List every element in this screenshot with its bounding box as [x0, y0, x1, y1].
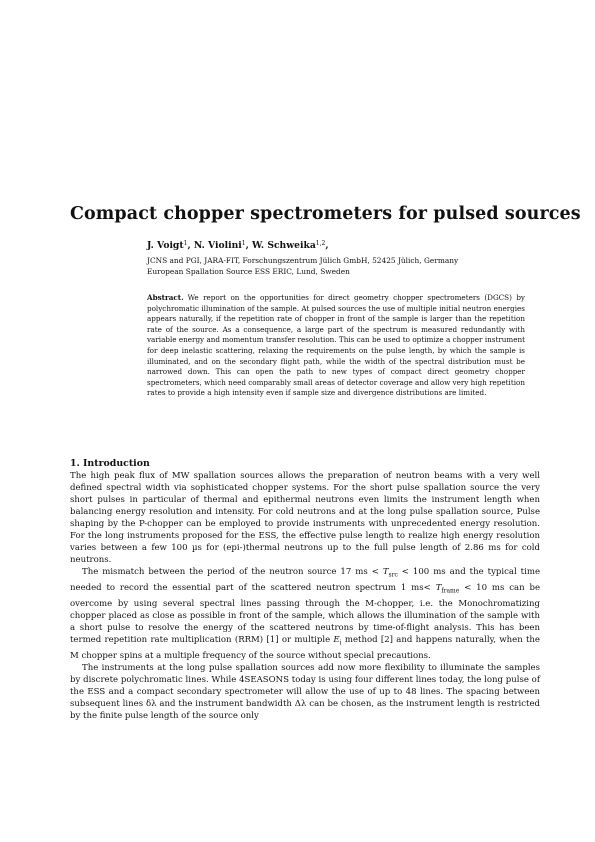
abstract — [147, 293, 525, 399]
affiliation-2: European Spallation Source ESS ERIC, Lund, Sweden — [147, 267, 350, 276]
author-name: N. Violini — [193, 240, 242, 251]
introduction-body — [70, 470, 540, 722]
paragraph-2 — [70, 566, 540, 661]
abstract-label: Abstract. — [147, 293, 184, 302]
text-run: < 10 ms can be overcome by using several spectral lines passing through the M-chopper, i.e. the Monochromatizing chopper placed as close as possible in front of the sample, which allows the illumination of the sample with a short pulse to resolve the energy of the scattered neutrons by time-of-flight analysis. This has been termed repetition rate multiplication (RRM) [1] or multiple — [70, 583, 541, 646]
author-separator: , — [187, 240, 194, 251]
author-affiliation-mark: 1 — [183, 240, 188, 247]
paragraph-3: The instruments at the long pulse spallation sources add now more flexibility to illuminate the samples by discrete polychromatic lines. While 4SEASONS today is using four different lines today, the long pulse of the ESS and a compact secondary spectrometer will allow the use of up to 48 lines. The spacing between subsequent lines δλ and the instrument bandwidth Δλ can be chosen, as the instrument length is restricted by the finite pulse length of the source only — [70, 662, 540, 721]
math-subscript: i — [339, 639, 342, 647]
author-separator: , — [245, 240, 253, 251]
section-heading-introduction: 1. Introduction — [70, 458, 150, 469]
author-name: J. Voigt — [147, 240, 184, 251]
math-e-i: E — [333, 635, 340, 646]
text-run: The mismatch between the period of the neutron source 17 ms < — [82, 567, 383, 578]
author-affiliation-mark: 1,2 — [315, 240, 326, 247]
abstract-text: We report on the opportunities for direct geometry chopper spectrometers (DGCS) by polychromatic illumination of the sample. At pulsed sources the use of multiple initial neutron energies appears naturally, if the repetition rate of chopper in front of the sample is larger than the repetition rate of the source. As a consequence, a large part of the spectrum is measured redundantly with variable energy and momentum transfer resolution. This can be used to optimize a chopper instrument for deep inelastic scattering, relaxing the requirements on the pulse length, by which the sample is illuminated, and on the secondary flight path, while the width of the spectral distribution must be narrowed down. This can open the path to new types of compact direct geometry chopper spectrometers, which need comparably small areas of detector coverage and allow very high repetition rates to provide a high intensity even if sample size and divergence distributions are limited. — [147, 293, 525, 398]
text-run: method [2] and happens naturally, when the M chopper spins at a multiple frequency of the source without special precautions. — [70, 635, 540, 661]
text-run: < 100 ms and the typical time needed to record the essential part of the scattered neutron spectrum 1 ms< — [70, 567, 541, 594]
affiliation-1: JCNS and PGI, JARA-FIT, Forschungszentrum Jülich GmbH, 52425 Jülich, Germany — [147, 256, 459, 265]
math-t-src: T — [382, 567, 389, 578]
math-subscript: frame — [441, 587, 460, 595]
math-subscript: src — [388, 572, 398, 580]
paragraph-1: The high peak flux of MW spallation sources allows the preparation of neutron beams with a very well defined spectral width via sophisticated chopper systems. For the short pulse spallation source the very short pulses in particular of thermal and epithermal neutrons even limits the instrument length when balancing energy resolution and intensity. For cold neutrons and at the long pulse spallation source, Pulse shaping by the P-chopper can be employed to provide instruments with unprecedented energy resolution. For the long instruments proposed for the ESS, the effective pulse length to realize high energy resolution varies between a few 100 µs for (epi-)thermal neutrons up to the full pulse length of 2.86 ms for cold neutrons. — [70, 471, 540, 566]
paper-title: Compact chopper spectrometers for pulsed sources — [70, 204, 581, 224]
author-list — [147, 240, 329, 251]
author-name: W. Schweika — [252, 240, 316, 251]
author-affiliation-mark: 1 — [241, 240, 246, 247]
math-t-frame: T — [435, 583, 442, 594]
author-separator: , — [325, 240, 329, 251]
